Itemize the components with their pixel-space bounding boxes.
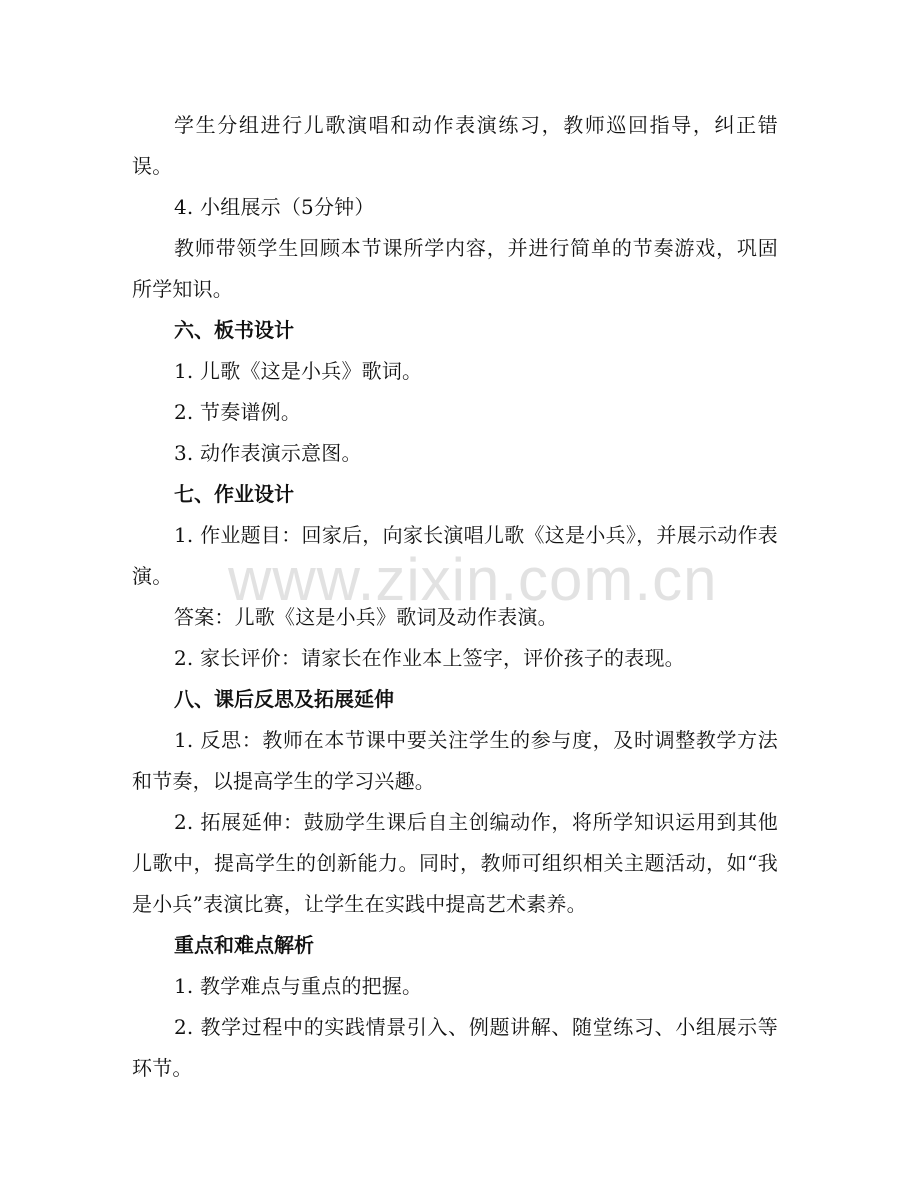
paragraph-step-group-show: 4. 小组展示（5分钟） [174, 195, 375, 219]
paragraph-key-point-1: 1. 教学难点与重点的把握。 [174, 974, 423, 998]
paragraph-review: 教师带领学生回顾本节课所学内容，并进行简单的节奏游戏，巩固所学知识。 [132, 236, 778, 301]
paragraph-homework-item-1: 1. 作业题目：回家后，向家长演唱儿歌《这是小兵》，并展示动作表演。 [132, 523, 778, 588]
paragraph-board-item-1: 1. 儿歌《这是小兵》歌词。 [174, 359, 423, 383]
paragraph-reflection-item-2: 2. 拓展延伸：鼓励学生课后自主创编动作，将所学知识运用到其他儿歌中，提高学生的创新能力。同时，教师可组织相关主题活动，如“我是小兵”表演比赛，让学生在实践中提高艺术素养。 [132, 810, 778, 916]
section-heading-board-design: 六、板书设计 [174, 318, 294, 342]
paragraph-reflection-item-1: 1. 反思：教师在本节课中要关注学生的参与度，及时调整教学方法和节奏，以提高学生的学习兴趣。 [132, 728, 778, 793]
paragraph-group-practice: 学生分组进行儿歌演唱和动作表演练习，教师巡回指导，纠正错误。 [132, 113, 778, 178]
paragraph-homework-item-2: 2. 家长评价：请家长在作业本上签字，评价孩子的表现。 [174, 646, 685, 670]
paragraph-homework-answer: 答案：儿歌《这是小兵》歌词及动作表演。 [174, 605, 558, 629]
paragraph-key-point-2: 2. 教学过程中的实践情景引入、例题讲解、随堂练习、小组展示等环节。 [132, 1015, 778, 1080]
paragraph-board-item-2: 2. 节奏谱例。 [174, 400, 302, 424]
section-heading-homework: 七、作业设计 [174, 482, 294, 506]
section-heading-key-points: 重点和难点解析 [174, 933, 314, 957]
site-watermark: www.zixin.com.cn [228, 546, 718, 613]
section-heading-reflection: 八、课后反思及拓展延伸 [174, 687, 394, 711]
document-body [132, 105, 778, 1089]
paragraph-board-item-3: 3. 动作表演示意图。 [174, 441, 362, 465]
